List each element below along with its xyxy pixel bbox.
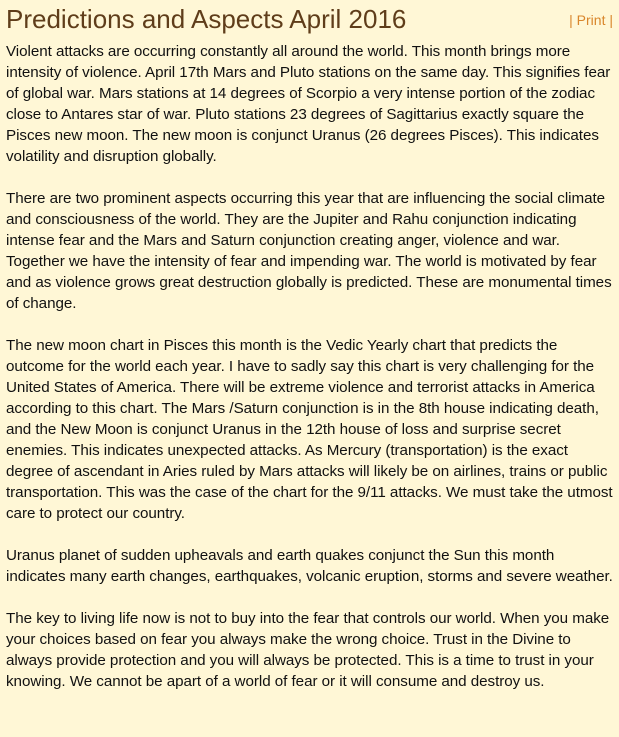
article-paragraph: Uranus planet of sudden upheavals and earth quakes conjunct the Sun this month indicates many earth changes, earthquakes, volcanic eruption, storms and severe weather. — [6, 547, 613, 585]
print-link[interactable]: | Print | — [569, 12, 613, 28]
article-paragraph: Violent attacks are occurring constantly all around the world. This month brings more intensity of violence. April 17th Mars and Pluto stations on the same day. This signifies fear of global war. Mars stations at 14 degrees of Scorpio a very intense portion of the zodiac close to Antares star of war. Pluto stations 23 degrees of Sagittarius exactly square the Pisces new moon. The new moon is conjunct Uranus (26 degrees Pisces). This indicates volatility and disruption globally. — [6, 43, 611, 165]
page-title: Predictions and Aspects April 2016 — [6, 4, 407, 34]
article-body — [6, 41, 613, 692]
article-header — [6, 3, 613, 41]
article-paragraph: The key to living life now is not to buy into the fear that controls our world. When you make your choices based on fear you always make the wrong choice. Trust in the Divine to always provide protection and you will always be protected. This is a time to trust in your knowing. We cannot be apart of a world of fear or it will consume and destroy us. — [6, 610, 610, 690]
article-paragraph: There are two prominent aspects occurring this year that are influencing the social climate and consciousness of the world. They are the Jupiter and Rahu conjunction indicating intense fear and the Mars and Saturn conjunction creating anger, violence and war. Together we have the intensity of fear and impending war. The world is motivated by fear and as violence grows great destruction globally is predicted. These are monumental times of change. — [6, 190, 612, 312]
article-paragraph: The new moon chart in Pisces this month is the Vedic Yearly chart that predicts the outcome for the world each year. I have to sadly say this chart is very challenging for the United States of America. There will be extreme violence and terrorist attacks in America according to this chart. The Mars /Saturn conjunction is in the 8th house indicating death, and the New Moon is conjunct Uranus in the 12th house of loss and surprise secret enemies. This indicates unexpected attacks. As Mercury (transportation) is the exact degree of ascendant in Aries ruled by Mars attacks will likely be on airlines, trains or public transportation. This was the case of the chart for the 9/11 attacks. We must take the utmost care to protect our country. — [6, 337, 613, 522]
